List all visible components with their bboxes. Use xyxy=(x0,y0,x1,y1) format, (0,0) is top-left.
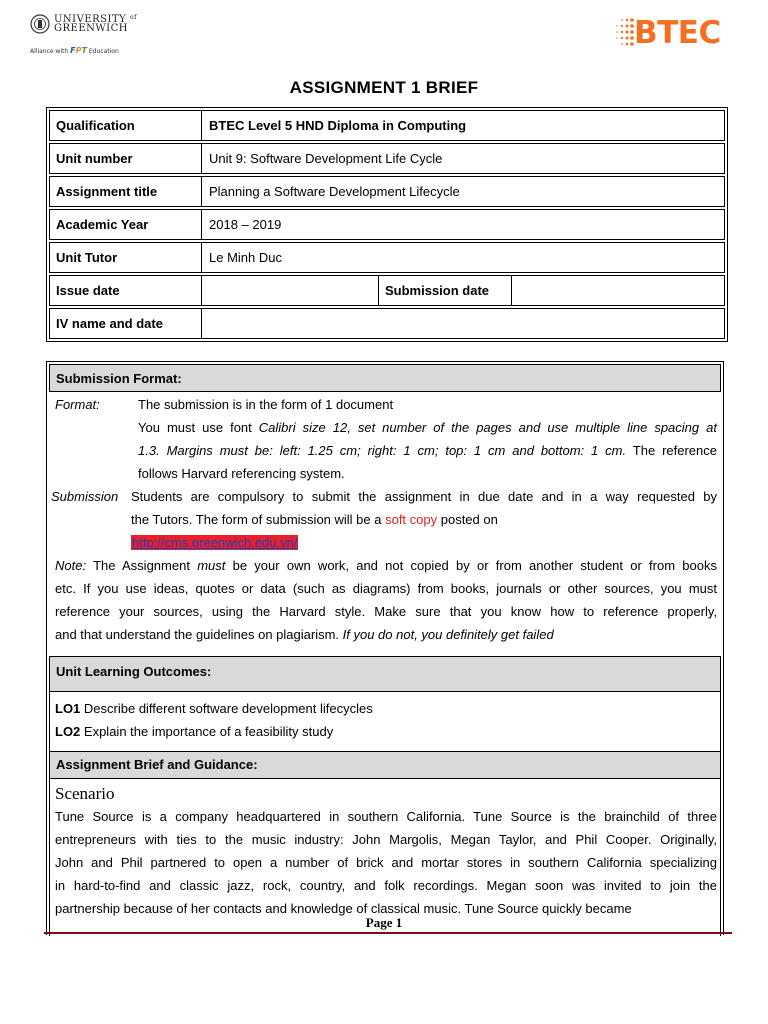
footer-rule xyxy=(44,932,732,934)
iv-name-label: IV name and date xyxy=(50,309,202,338)
submission-format-heading: Submission Format: xyxy=(49,364,721,392)
issue-date-label: Issue date xyxy=(50,276,202,305)
alliance-fpt-text: Alliance with FPT Education xyxy=(30,46,119,55)
iv-name-value xyxy=(202,309,724,338)
cms-link-line xyxy=(131,531,298,554)
format-harvard-line: follows Harvard referencing system. xyxy=(138,466,345,481)
unit-number-value: Unit 9: Software Development Life Cycle xyxy=(209,151,443,166)
note-line4: and that understand the guidelines on plagiarism. If you do not, you definitely get failed xyxy=(55,627,554,642)
academic-year-value: 2018 – 2019 xyxy=(209,217,282,232)
scenario-line1: Tune Source is a company headquartered in southern California. Tune Source is the brainchild of three xyxy=(55,809,717,824)
outcomes-right-border xyxy=(720,692,721,751)
unit-tutor-label: Unit Tutor xyxy=(50,243,202,272)
scenario-line2: entrepreneurs with ties to the music industry: John Margolis, Megan Taylor, and Phil Cooper. Originally, xyxy=(55,832,717,847)
issue-date-value xyxy=(202,276,379,305)
submission-label: Submission xyxy=(51,489,119,504)
unit-number-label: Unit number xyxy=(50,144,202,173)
note-line1: Note: The Assignment must be your own work, and not copied by or from another student or from books xyxy=(55,558,717,573)
format-font-line: You must use font Calibri size 12, set number of the pages and use multiple line spacing at xyxy=(138,420,717,435)
document-title: ASSIGNMENT 1 BRIEF xyxy=(289,78,479,97)
btec-logo xyxy=(612,14,748,54)
submission-text-line1: Students are compulsory to submit the assignment in due date and in a way requested by xyxy=(131,489,717,504)
qualification-label: Qualification xyxy=(50,111,202,140)
format-text-line1: The submission is in the form of 1 document xyxy=(138,397,394,412)
lo2-item: LO2 Explain the importance of a feasibility study xyxy=(55,724,334,739)
unit-tutor-value: Le Minh Duc xyxy=(209,250,282,265)
row-issue-date xyxy=(49,275,725,306)
fpt-logo: FPT xyxy=(70,46,87,55)
cms-greenwich-link[interactable]: http://cms.greenwich.edu.vn/ xyxy=(132,535,298,550)
assignment-info-table xyxy=(46,107,728,342)
soft-copy-text: soft copy xyxy=(385,512,438,527)
scenario-heading: Scenario xyxy=(55,784,115,803)
brief-right-border xyxy=(720,779,721,936)
submission-text-line2: the Tutors. The form of submission will be a soft copy posted on xyxy=(131,512,498,527)
row-qualification xyxy=(49,110,725,141)
brief-left-border xyxy=(49,779,50,936)
submission-date-label: Submission date xyxy=(378,276,512,305)
scenario-line3: John and Phil partnered to open a number of brick and mortar stores in southern California specializing xyxy=(55,855,717,870)
lo1-item: LO1 Describe different software development lifecycles xyxy=(55,701,373,716)
scenario-line4: in hard-to-find and classic jazz, rock, country, and folk recordings. Megan soon was invited to join the xyxy=(55,878,717,893)
assignment-title-label: Assignment title xyxy=(50,177,202,206)
scenario-line5: partnership because of her contacts and knowledge of classical music. Tune Source quickly became xyxy=(55,901,632,916)
university-seal-icon xyxy=(30,14,50,34)
assignment-brief-heading: Assignment Brief and Guidance: xyxy=(49,751,721,779)
row-assignment-title xyxy=(49,176,725,207)
btec-logo-text: BTEC xyxy=(634,15,721,51)
learning-outcomes-heading: Unit Learning Outcomes: xyxy=(49,656,721,692)
assignment-title-value: Planning a Software Development Lifecycle xyxy=(209,184,460,199)
note-line2: etc. If you use ideas, quotes or data (such as diagrams) from books, journals or other sources, you must xyxy=(55,581,717,596)
qualification-value: BTEC Level 5 HND Diploma in Computing xyxy=(209,118,467,133)
row-iv-name xyxy=(49,308,725,339)
academic-year-label: Academic Year xyxy=(50,210,202,239)
university-name-line1: UNIVERSITY $^{of}$ xyxy=(54,14,137,25)
outcomes-left-border xyxy=(49,692,50,751)
university-of-greenwich-logo xyxy=(30,12,140,62)
format-margins-line: 1.3. Margins must be: left: 1.25 cm; right: 1 cm; top: 1 cm and bottom: 1 cm. The reference xyxy=(138,443,717,458)
row-unit-tutor xyxy=(49,242,725,273)
row-unit-number xyxy=(49,143,725,174)
btec-dots-icon xyxy=(612,16,636,50)
page-number: Page 1 xyxy=(365,915,403,930)
university-name-line2: GREENWICH xyxy=(54,23,128,34)
row-academic-year xyxy=(49,209,725,240)
assignment-details-box xyxy=(46,361,724,935)
note-line3: reference your sources, using the Harvard style. Make sure that you know how to reference properly, xyxy=(55,604,717,619)
format-label: Format: xyxy=(55,397,100,412)
